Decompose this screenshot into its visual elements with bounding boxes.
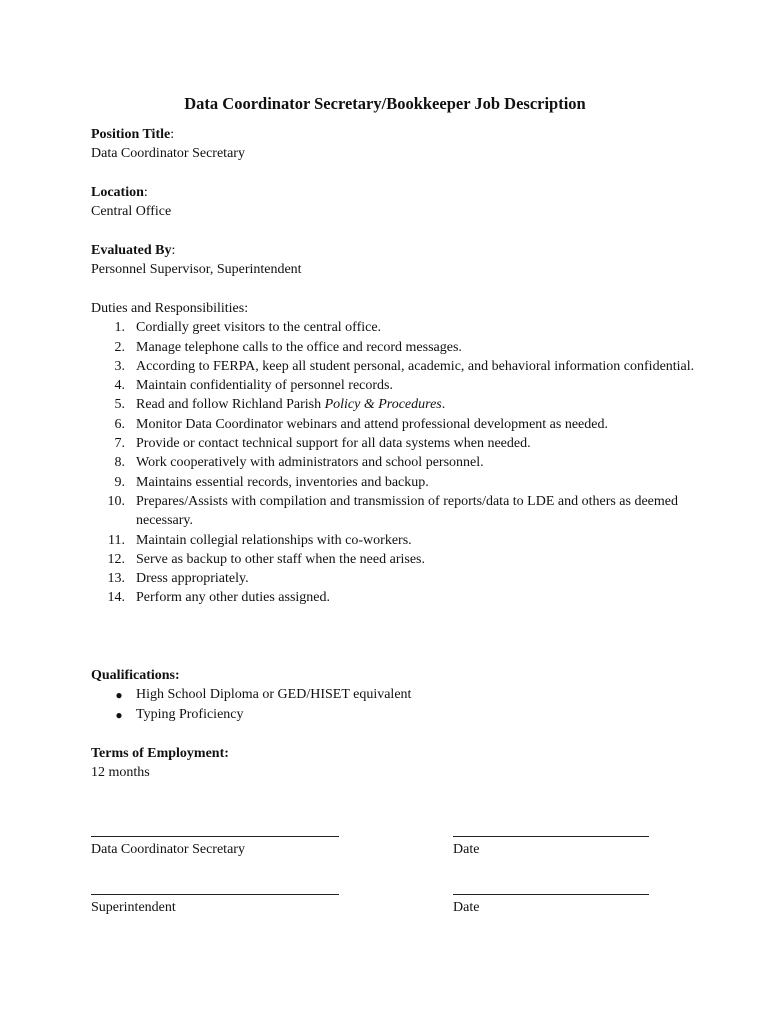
- item-text: Provide or contact technical support for all data systems when needed.: [136, 436, 531, 452]
- item-text: Monitor Data Coordinator webinars and attend professional development as needed.: [136, 416, 608, 432]
- qualifications-section: [91, 666, 711, 725]
- duties-list: [91, 318, 711, 607]
- bullet-icon: ●: [115, 688, 123, 703]
- item-text-end: .: [441, 397, 446, 413]
- item-number: 8.: [114, 455, 125, 471]
- list-item: [91, 569, 726, 588]
- date-label-secretary: Date: [453, 842, 480, 857]
- qualification-text: Typing Proficiency: [136, 707, 244, 723]
- item-text: Cordially greet visitors to the central office.: [136, 320, 382, 336]
- signature-label-secretary: Data Coordinator Secretary: [91, 842, 245, 857]
- item-number: 10.: [107, 493, 125, 509]
- item-text: Manage telephone calls to the office and record messages.: [136, 339, 462, 355]
- location-section: Location: Central Office: [91, 183, 711, 222]
- bullet-icon: ●: [115, 708, 123, 723]
- terms-value: 12 months: [91, 765, 150, 781]
- terms-section: [91, 744, 711, 783]
- item-number: 14.: [107, 590, 125, 606]
- list-item: [91, 395, 726, 414]
- evaluated-by-section: Evaluated By: Personnel Supervisor, Superintendent: [91, 241, 711, 280]
- item-text: Prepares/Assists with compilation and transmission of reports/data to LDE and others as deemed necessary.: [136, 493, 679, 529]
- list-item: [91, 357, 716, 376]
- item-number: 2.: [114, 339, 125, 355]
- item-number: 13.: [107, 571, 125, 587]
- list-item: [91, 685, 711, 705]
- list-item: [91, 588, 726, 607]
- item-text: Read and follow Richland Parish: [136, 397, 325, 413]
- list-item: [91, 415, 726, 434]
- item-number: 4.: [114, 378, 125, 394]
- evaluated-by-value: Personnel Supervisor, Superintendent: [91, 262, 302, 278]
- location-label: Location: [91, 185, 144, 200]
- item-number: 12.: [107, 551, 125, 567]
- page-title: Data Coordinator Secretary/Bookkeeper Job Description: [184, 94, 586, 113]
- list-item: [91, 453, 726, 472]
- qualifications-heading: Qualifications:: [91, 668, 180, 683]
- item-number: 9.: [114, 474, 125, 490]
- item-number: 1.: [114, 320, 125, 336]
- position-section: Position Title: Data Coordinator Secretary: [91, 125, 711, 164]
- date-line-secretary: [453, 836, 649, 837]
- item-text: Perform any other duties assigned.: [136, 590, 331, 606]
- signature-label-superintendent: Superintendent: [91, 900, 176, 915]
- item-number: 7.: [114, 436, 125, 452]
- list-item: [91, 492, 726, 531]
- item-text: Serve as backup to other staff when the need arises.: [136, 551, 425, 567]
- position-value: Data Coordinator Secretary: [91, 146, 245, 162]
- list-item: [91, 318, 726, 337]
- item-text: Work cooperatively with administrators and school personnel.: [136, 455, 484, 471]
- item-number: 5.: [114, 397, 125, 413]
- list-item: [91, 473, 726, 492]
- list-item: [91, 531, 726, 550]
- item-text: Maintains essential records, inventories and backup.: [136, 474, 429, 490]
- list-item: [91, 338, 726, 357]
- list-item: [91, 434, 726, 453]
- evaluated-by-label: Evaluated By: [91, 243, 172, 258]
- qualifications-list: [91, 685, 711, 725]
- terms-heading: Terms of Employment:: [91, 746, 229, 761]
- policy-title: Policy & Procedures: [324, 397, 442, 413]
- list-item: [91, 705, 711, 725]
- location-value: Central Office: [91, 204, 172, 220]
- duties-heading: Duties and Responsibilities:: [91, 301, 249, 316]
- item-text: Maintain confidentiality of personnel records.: [136, 378, 393, 394]
- list-item: [91, 550, 726, 569]
- date-line-superintendent: [453, 894, 649, 895]
- item-text: Maintain collegial relationships with co-workers.: [136, 532, 412, 548]
- qualification-text: High School Diploma or GED/HISET equivalent: [136, 687, 412, 703]
- item-text: Dress appropriately.: [136, 571, 249, 587]
- item-number: 3.: [114, 358, 125, 374]
- signature-line-superintendent: [91, 894, 339, 895]
- list-item: [91, 376, 726, 395]
- position-label: Position Title: [91, 127, 171, 142]
- item-number: 6.: [114, 416, 125, 432]
- duties-section: [91, 299, 711, 608]
- signature-line-secretary: [91, 836, 339, 837]
- item-text: According to FERPA, keep all student personal, academic, and behavioral information confidential.: [136, 358, 695, 374]
- item-number: 11.: [108, 532, 125, 548]
- date-label-superintendent: Date: [453, 900, 480, 915]
